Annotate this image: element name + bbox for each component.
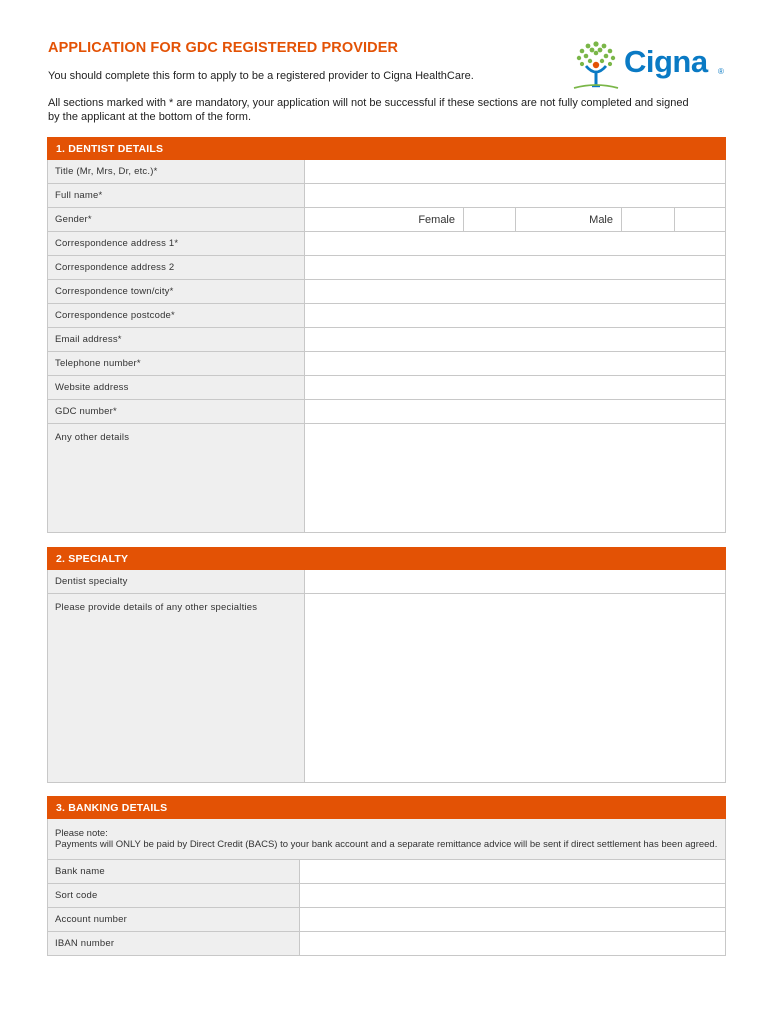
cigna-logo-text: Cigna xyxy=(624,44,708,79)
banking-note xyxy=(48,819,726,860)
title-label: Title (Mr, Mrs, Dr, etc.)* xyxy=(48,160,305,184)
telephone-label: Telephone number* xyxy=(48,352,305,376)
iban-input[interactable] xyxy=(300,932,726,956)
specialty-label: Dentist specialty xyxy=(48,570,305,594)
sort-code-label: Sort code xyxy=(48,884,300,908)
town-label: Correspondence town/city* xyxy=(48,280,305,304)
dentist-details-table xyxy=(47,137,726,533)
male-checkbox[interactable] xyxy=(622,208,675,232)
form-intro: You should complete this form to apply to be a registered provider to Cigna HealthCare. xyxy=(48,70,474,82)
specialty-input[interactable] xyxy=(305,570,726,594)
male-label: Male xyxy=(516,208,622,232)
female-label: Female xyxy=(305,208,464,232)
specialty-table xyxy=(47,547,726,783)
account-number-input[interactable] xyxy=(300,908,726,932)
address2-label: Correspondence address 2 xyxy=(48,256,305,280)
email-input[interactable] xyxy=(305,328,726,352)
section-heading-banking: 3. BANKING DETAILS xyxy=(48,797,726,819)
form-title: APPLICATION FOR GDC REGISTERED PROVIDER xyxy=(48,40,399,56)
female-checkbox[interactable] xyxy=(464,208,516,232)
banking-details-table xyxy=(47,796,726,956)
other-specialties-input[interactable] xyxy=(305,594,726,783)
full-name-input[interactable] xyxy=(305,184,726,208)
gender-label: Gender* xyxy=(48,208,305,232)
website-input[interactable] xyxy=(305,376,726,400)
email-label: Email address* xyxy=(48,328,305,352)
title-input[interactable] xyxy=(305,160,726,184)
postcode-input[interactable] xyxy=(305,304,726,328)
address1-input[interactable] xyxy=(305,232,726,256)
banking-note-title: Please note: xyxy=(55,828,108,839)
website-label: Website address xyxy=(48,376,305,400)
sort-code-input[interactable] xyxy=(300,884,726,908)
gdc-label: GDC number* xyxy=(48,400,305,424)
section-heading-dentist-details: 1. DENTIST DETAILS xyxy=(48,138,726,160)
registered-mark: ® xyxy=(718,67,724,76)
postcode-label: Correspondence postcode* xyxy=(48,304,305,328)
iban-label: IBAN number xyxy=(48,932,300,956)
gdc-input[interactable] xyxy=(305,400,726,424)
mandatory-note: All sections marked with * are mandatory, your application will not be successful if these sections are not fully completed and signed by the applicant at the bottom of the form. xyxy=(48,97,689,123)
other-details-label: Any other details xyxy=(48,424,305,533)
bank-name-label: Bank name xyxy=(48,860,300,884)
section-heading-specialty: 2. SPECIALTY xyxy=(48,548,726,570)
banking-note-body: Payments will ONLY be paid by Direct Credit (BACS) to your bank account and a separate remittance advice will be sent if direct settlement has been agreed. xyxy=(55,839,718,850)
gender-spacer xyxy=(675,208,726,232)
address1-label: Correspondence address 1* xyxy=(48,232,305,256)
bank-name-input[interactable] xyxy=(300,860,726,884)
account-number-label: Account number xyxy=(48,908,300,932)
full-name-label: Full name* xyxy=(48,184,305,208)
address2-input[interactable] xyxy=(305,256,726,280)
telephone-input[interactable] xyxy=(305,352,726,376)
other-details-input[interactable] xyxy=(305,424,726,533)
other-specialties-label: Please provide details of any other specialties xyxy=(48,594,305,783)
town-input[interactable] xyxy=(305,280,726,304)
